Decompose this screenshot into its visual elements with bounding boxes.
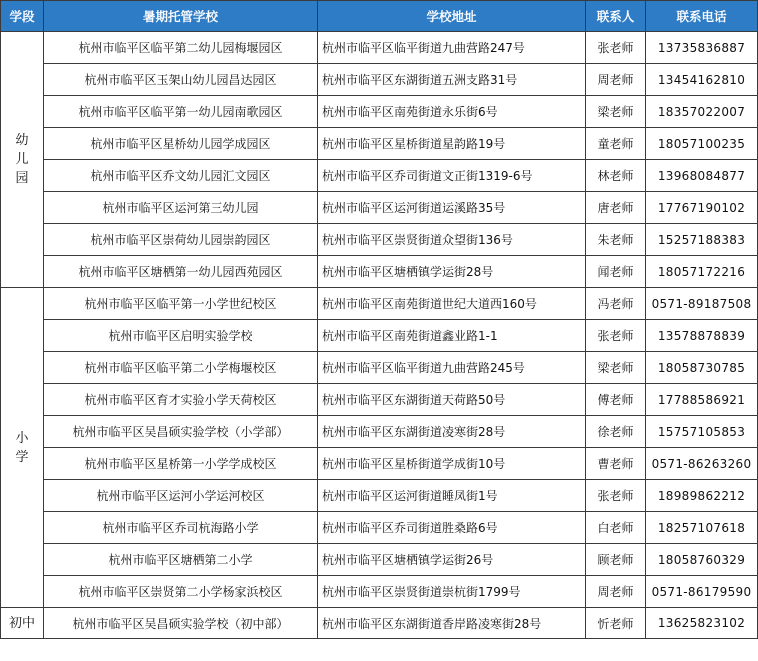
school-address-cell: 杭州市临平区塘栖镇学运街28号 <box>318 256 586 288</box>
phone-cell: 0571-86179590 <box>646 576 758 608</box>
school-address-cell: 杭州市临平区南苑街道鑫业路1-1 <box>318 320 586 352</box>
table-row <box>1 32 758 64</box>
school-name-cell: 杭州市临平区临平第一小学世纪校区 <box>44 288 318 320</box>
contact-cell: 朱老师 <box>586 224 646 256</box>
school-name-cell: 杭州市临平区乔文幼儿园汇文园区 <box>44 160 318 192</box>
table-row <box>1 352 758 384</box>
school-name-cell: 杭州市临平区运河第三幼儿园 <box>44 192 318 224</box>
school-address-cell: 杭州市临平区临平街道九曲营路245号 <box>318 352 586 384</box>
table-row <box>1 96 758 128</box>
segment-cell <box>1 32 44 288</box>
table-row <box>1 64 758 96</box>
phone-cell: 13968084877 <box>646 160 758 192</box>
phone-cell: 18357022007 <box>646 96 758 128</box>
phone-cell: 18057172216 <box>646 256 758 288</box>
contact-cell: 顾老师 <box>586 544 646 576</box>
school-address-cell: 杭州市临平区星桥街道星韵路19号 <box>318 128 586 160</box>
table-row <box>1 256 758 288</box>
contact-cell: 忻老师 <box>586 608 646 639</box>
phone-cell: 18257107618 <box>646 512 758 544</box>
phone-cell: 13454162810 <box>646 64 758 96</box>
table-body <box>1 32 758 639</box>
school-name-cell: 杭州市临平区临平第二幼儿园梅堰园区 <box>44 32 318 64</box>
school-address-cell: 杭州市临平区东湖街道天荷路50号 <box>318 384 586 416</box>
header-school: 暑期托管学校 <box>44 1 318 32</box>
table-row <box>1 192 758 224</box>
school-name-cell: 杭州市临平区星桥幼儿园学成园区 <box>44 128 318 160</box>
school-name-cell: 杭州市临平区崇贤第二小学杨家浜校区 <box>44 576 318 608</box>
school-address-cell: 杭州市临平区运河街道睡凤街1号 <box>318 480 586 512</box>
table-row <box>1 416 758 448</box>
school-address-cell: 杭州市临平区南苑街道世纪大道西160号 <box>318 288 586 320</box>
school-name-cell: 杭州市临平区临平第二小学梅堰校区 <box>44 352 318 384</box>
table-row <box>1 224 758 256</box>
table-row <box>1 320 758 352</box>
school-name-cell: 杭州市临平区运河小学运河校区 <box>44 480 318 512</box>
table-row <box>1 128 758 160</box>
contact-cell: 唐老师 <box>586 192 646 224</box>
phone-cell: 13578878839 <box>646 320 758 352</box>
contact-cell: 梁老师 <box>586 96 646 128</box>
school-name-cell: 杭州市临平区崇荷幼儿园崇韵园区 <box>44 224 318 256</box>
school-address-cell: 杭州市临平区崇贤街道崇杭街1799号 <box>318 576 586 608</box>
phone-cell: 15257188383 <box>646 224 758 256</box>
header-row <box>1 1 758 32</box>
table-row <box>1 384 758 416</box>
school-address-cell: 杭州市临平区南苑街道永乐街6号 <box>318 96 586 128</box>
school-address-cell: 杭州市临平区运河街道运溪路35号 <box>318 192 586 224</box>
school-name-cell: 杭州市临平区塘栖第二小学 <box>44 544 318 576</box>
school-name-cell: 杭州市临平区吴昌硕实验学校（初中部） <box>44 608 318 639</box>
contact-cell: 梁老师 <box>586 352 646 384</box>
school-address-cell: 杭州市临平区乔司街道文正街1319-6号 <box>318 160 586 192</box>
contact-cell: 闻老师 <box>586 256 646 288</box>
school-address-cell: 杭州市临平区崇贤街道众望街136号 <box>318 224 586 256</box>
contact-cell: 张老师 <box>586 320 646 352</box>
phone-cell: 18989862212 <box>646 480 758 512</box>
school-address-cell: 杭州市临平区东湖街道香岸路凌寒街28号 <box>318 608 586 639</box>
phone-cell: 13625823102 <box>646 608 758 639</box>
table-row <box>1 448 758 480</box>
school-address-cell: 杭州市临平区星桥街道学成街10号 <box>318 448 586 480</box>
phone-cell: 0571-89187508 <box>646 288 758 320</box>
school-name-cell: 杭州市临平区启明实验学校 <box>44 320 318 352</box>
table-row <box>1 480 758 512</box>
contact-cell: 徐老师 <box>586 416 646 448</box>
contact-cell: 白老师 <box>586 512 646 544</box>
contact-cell: 林老师 <box>586 160 646 192</box>
phone-cell: 0571-86263260 <box>646 448 758 480</box>
contact-cell: 冯老师 <box>586 288 646 320</box>
table-row <box>1 544 758 576</box>
school-name-cell: 杭州市临平区乔司杭海路小学 <box>44 512 318 544</box>
segment-cell <box>1 288 44 608</box>
contact-cell: 周老师 <box>586 64 646 96</box>
header-phone: 联系电话 <box>646 1 758 32</box>
phone-cell: 17788586921 <box>646 384 758 416</box>
school-address-cell: 杭州市临平区塘栖镇学运街26号 <box>318 544 586 576</box>
school-name-cell: 杭州市临平区塘栖第一幼儿园西苑园区 <box>44 256 318 288</box>
phone-cell: 18058760329 <box>646 544 758 576</box>
table-row <box>1 288 758 320</box>
table-row <box>1 160 758 192</box>
segment-cell <box>1 608 44 639</box>
phone-cell: 13735836887 <box>646 32 758 64</box>
header-address: 学校地址 <box>318 1 586 32</box>
header-contact: 联系人 <box>586 1 646 32</box>
segment-label: 初中 <box>8 615 35 631</box>
school-address-cell: 杭州市临平区东湖街道凌寒街28号 <box>318 416 586 448</box>
school-name-cell: 杭州市临平区星桥第一小学学成校区 <box>44 448 318 480</box>
phone-cell: 15757105853 <box>646 416 758 448</box>
school-name-cell: 杭州市临平区玉架山幼儿园昌达园区 <box>44 64 318 96</box>
segment-label: 幼儿园 <box>15 133 29 186</box>
phone-cell: 18058730785 <box>646 352 758 384</box>
segment-label: 小学 <box>15 430 29 465</box>
school-address-cell: 杭州市临平区东湖街道五洲支路31号 <box>318 64 586 96</box>
phone-cell: 18057100235 <box>646 128 758 160</box>
contact-cell: 周老师 <box>586 576 646 608</box>
contact-cell: 曹老师 <box>586 448 646 480</box>
contact-cell: 童老师 <box>586 128 646 160</box>
header-segment: 学段 <box>1 1 44 32</box>
contact-cell: 张老师 <box>586 480 646 512</box>
school-address-cell: 杭州市临平区乔司街道胜桑路6号 <box>318 512 586 544</box>
school-name-cell: 杭州市临平区育才实验小学天荷校区 <box>44 384 318 416</box>
phone-cell: 17767190102 <box>646 192 758 224</box>
table-row <box>1 576 758 608</box>
school-address-cell: 杭州市临平区临平街道九曲营路247号 <box>318 32 586 64</box>
table-row <box>1 608 758 639</box>
contact-cell: 傅老师 <box>586 384 646 416</box>
school-name-cell: 杭州市临平区吴昌硕实验学校（小学部） <box>44 416 318 448</box>
school-name-cell: 杭州市临平区临平第一幼儿园南歌园区 <box>44 96 318 128</box>
table-row <box>1 512 758 544</box>
contact-cell: 张老师 <box>586 32 646 64</box>
